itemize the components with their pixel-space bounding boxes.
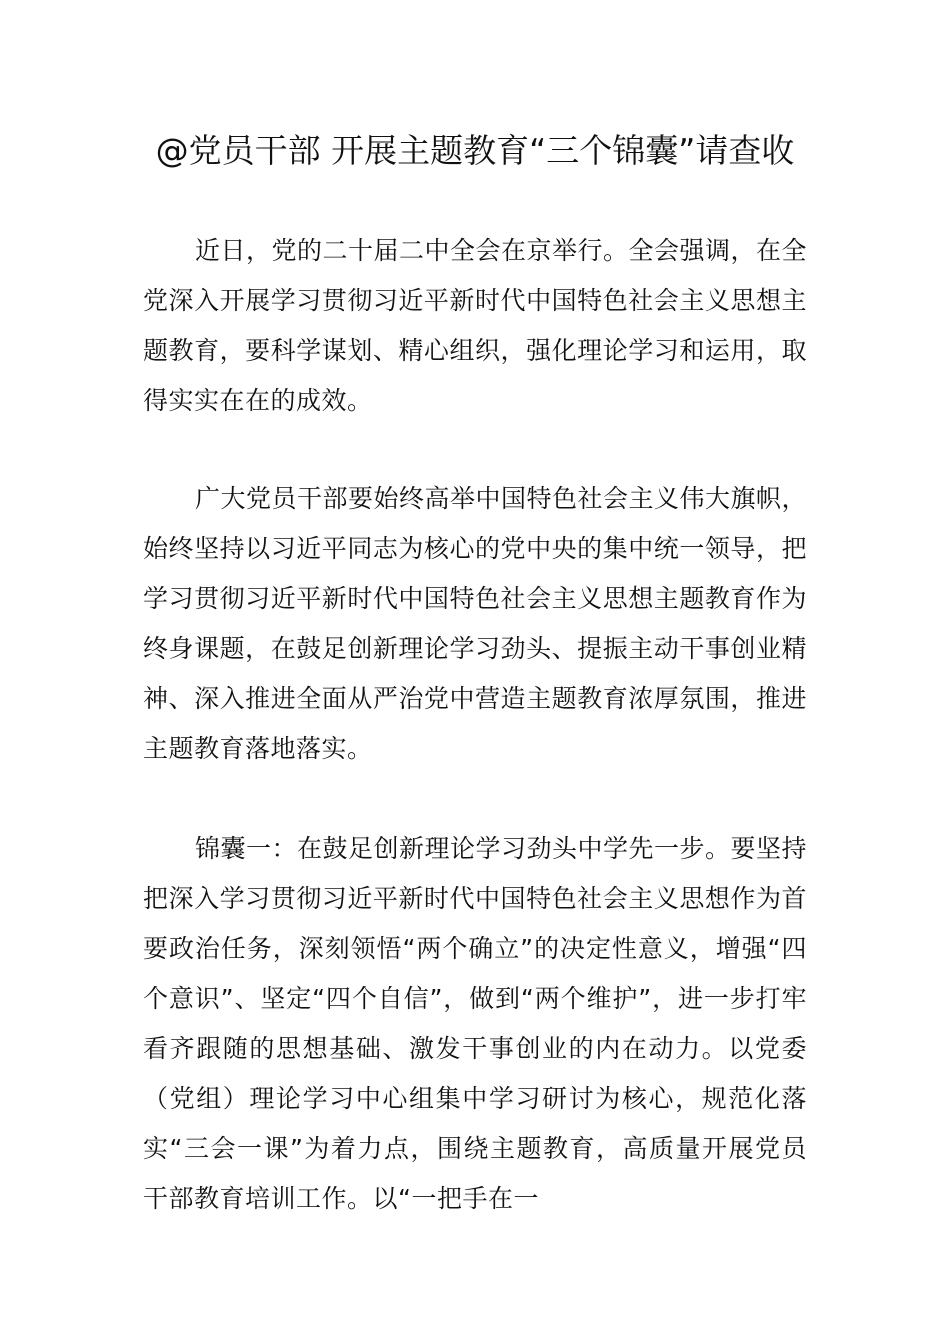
document-title: @党员干部 开展主题教育“三个锦囊”请查收 [155,131,795,170]
paragraph-intro: 近日，党的二十届二中全会在京举行。全会强调，在全党深入开展学习贯彻习近平新时代中国特色社会主义思想主题教育，要科学谋划、精心组织，强化理论学习和运用，取得实实在在的成效。 [143,236,808,415]
paragraph-cadres: 广大党员干部要始终高举中国特色社会主义伟大旗帜，始终坚持以习近平同志为核心的党中央的集中统一领导，把学习贯彻习近平新时代中国特色社会主义思想主题教育作为终身课题，在鼓足创新理论学习劲头、提振主动干事创业精神、深入推进全面从严治党中营造主题教育浓厚氛围，推进主题教育落地落实。 [143,484,808,763]
paragraph-tip-one: 锦囊一：在鼓足创新理论学习劲头中学先一步。要坚持把深入学习贯彻习近平新时代中国特色社会主义思想作为首要政治任务，深刻领悟“两个确立”的决定性意义，增强“四个意识”、坚定“四个自信”，做到“两个维护”，进一步打牢看齐跟随的思想基础、激发干事创业的内在动力。以党委（党组）理论学习中心组集中学习研讨为核心，规范化落实“三会一课”为着力点，围绕主题教育，高质量开展党员干部教育培训工作。以“一把手在一 [143,834,808,1213]
